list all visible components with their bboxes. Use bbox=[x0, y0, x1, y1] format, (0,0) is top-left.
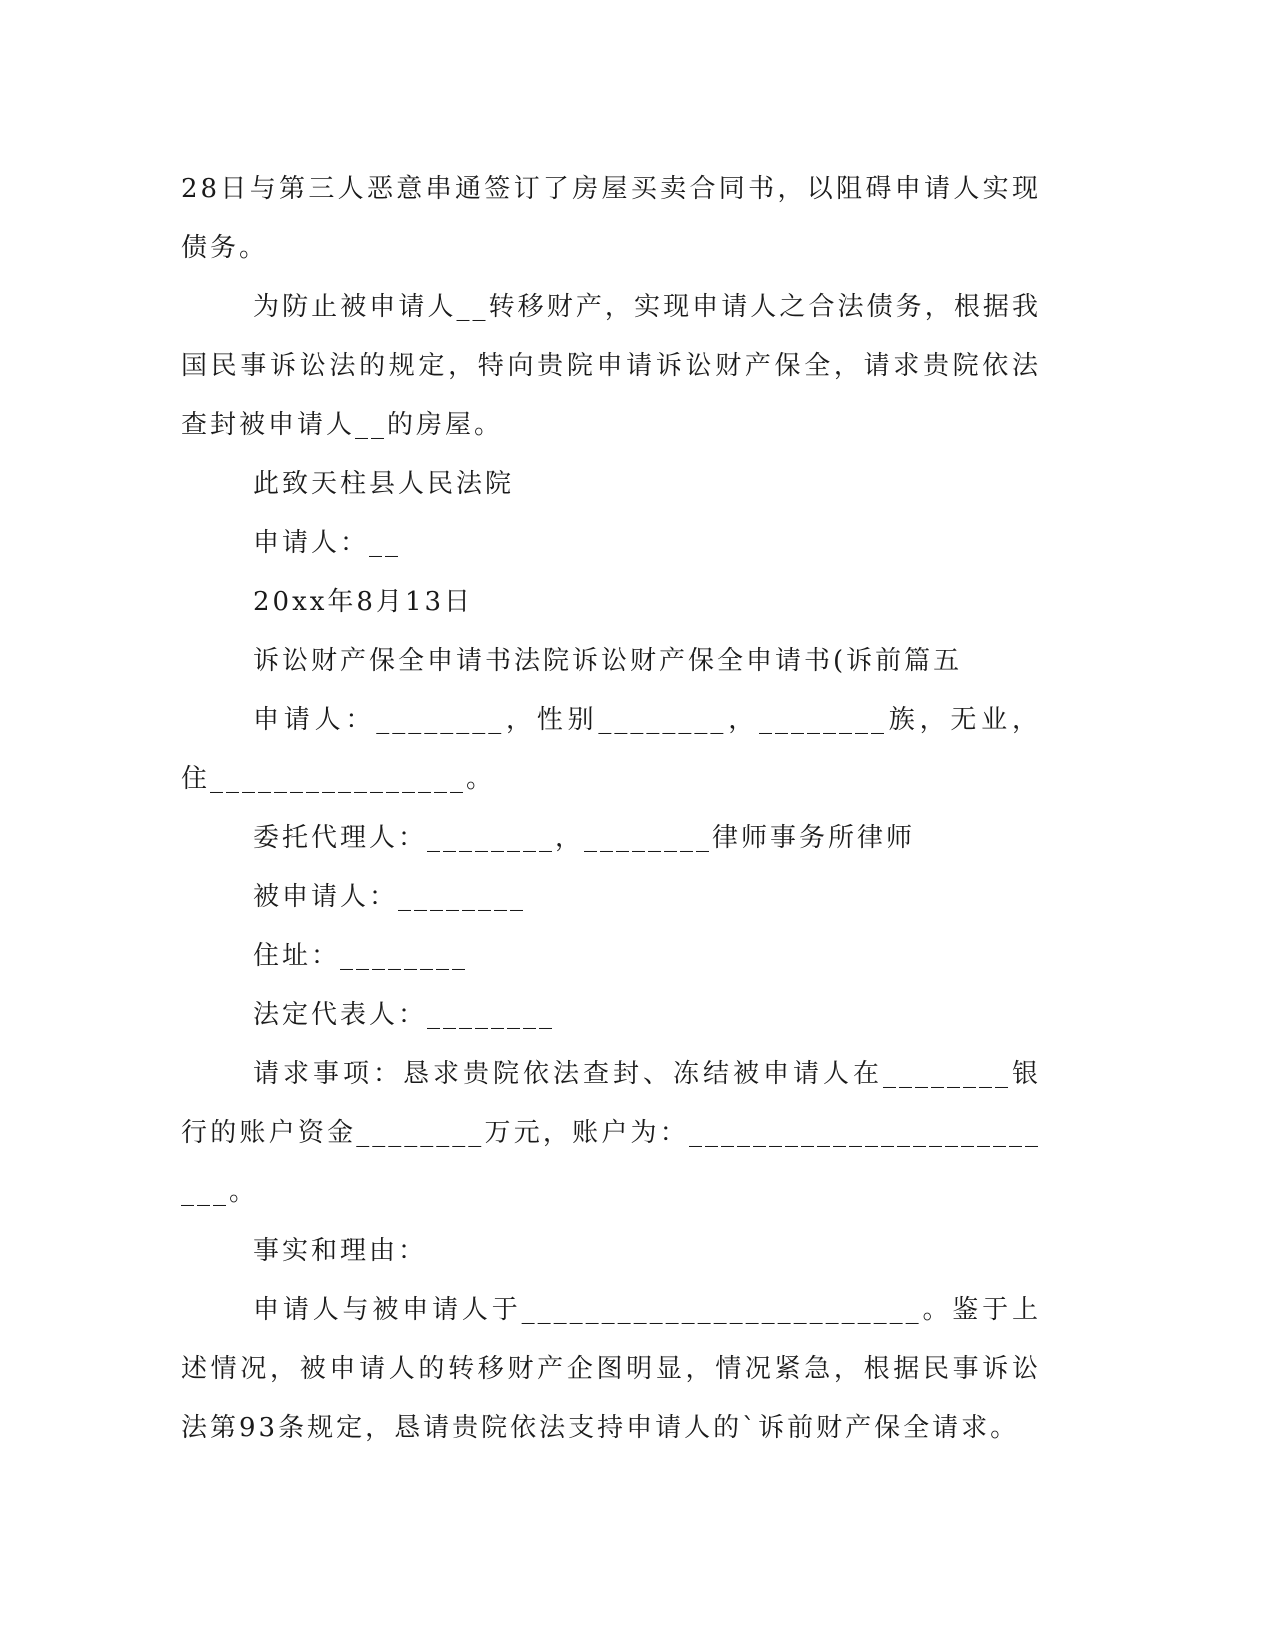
document-body bbox=[181, 160, 1041, 1458]
facts-paragraph: 申请人与被申请人于_________________________。鉴于上述情况，被申请人的转移财产企图明显，情况紧急，根据民事诉讼法第93条规定，恳请贵院依法支持申请人的`诉前财产保全请求。 bbox=[181, 1295, 1041, 1443]
agent-line: 委托代理人：________，________律师事务所律师 bbox=[253, 823, 916, 853]
date-line: 20xx年8月13日 bbox=[253, 587, 474, 617]
section-title: 诉讼财产保全申请书法院诉讼财产保全申请书(诉前篇五 bbox=[253, 646, 963, 676]
request-paragraph: 请求事项：恳求贵院依法查封、冻结被申请人在________银行的账户资金________万元，账户为：_________________________。 bbox=[181, 1059, 1041, 1207]
applicant-info-line: 申请人：________，性别________，________族，无业，住________________。 bbox=[181, 705, 1041, 794]
legal-representative-line: 法定代表人：________ bbox=[253, 1000, 556, 1030]
applicant-signature-line: 申请人：__ bbox=[253, 528, 402, 558]
salutation-line: 此致天柱县人民法院 bbox=[253, 469, 515, 499]
facts-heading: 事实和理由： bbox=[253, 1236, 428, 1266]
respondent-line: 被申请人：________ bbox=[253, 882, 527, 912]
paragraph-continuation: 28日与第三人恶意串通签订了房屋买卖合同书，以阻碍申请人实现债务。 bbox=[181, 174, 1041, 263]
paragraph-prevent-transfer: 为防止被申请人__转移财产，实现申请人之合法债务，根据我国民事诉讼法的规定，特向贵院申请诉讼财产保全，请求贵院依法查封被申请人__的房屋。 bbox=[181, 292, 1041, 440]
address-line: 住址：________ bbox=[253, 941, 469, 971]
